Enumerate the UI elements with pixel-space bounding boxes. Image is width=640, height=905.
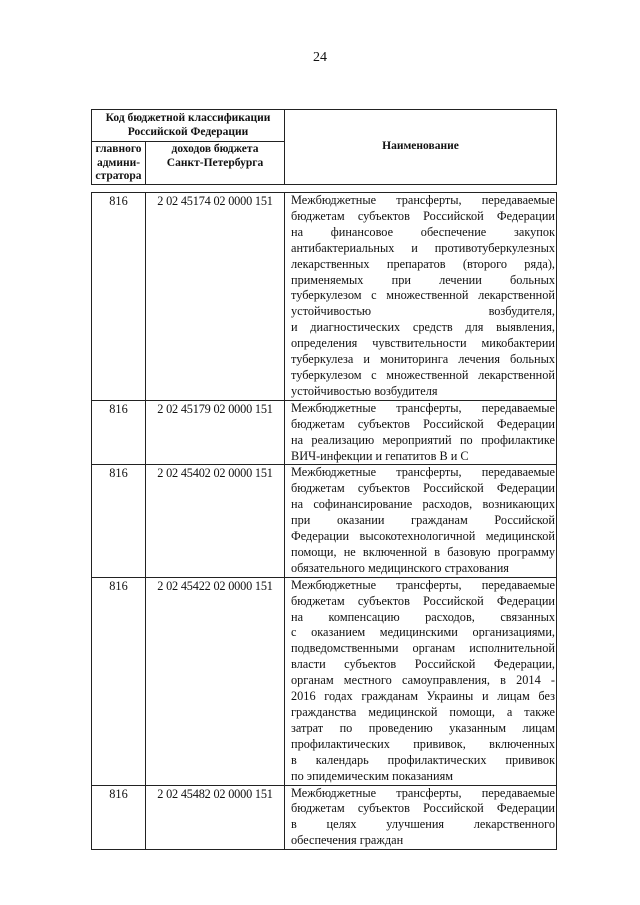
name-line: Межбюджетные трансферты, передаваемые: [291, 785, 555, 800]
income-header-line: Санкт-Петербурга: [166, 156, 264, 169]
table-row: [92, 465, 557, 577]
name-line: на софинансирование расходов, возникающих: [291, 497, 555, 512]
name-line: с оказанием медицинскими организациями,: [291, 625, 555, 640]
page-number: 24: [313, 50, 327, 65]
name-line: бюджетам субъектов Российской Федерации: [291, 481, 555, 496]
name-line: на реализацию мероприятий по профилактике: [291, 432, 555, 447]
table-row: [92, 785, 557, 850]
name-column-header: Наименование: [285, 110, 557, 185]
name-line: помощи, не включенной в базовую программу: [291, 544, 555, 559]
name-line: обязательного медицинского страхования: [291, 560, 509, 575]
income-code-cell: 2 02 45422 02 0000 151: [146, 577, 285, 785]
name-line: гражданства медицинской помощи, а также: [291, 705, 555, 719]
name-line: Федерации высокотехнологичной медицинской: [291, 529, 555, 544]
admin-code-cell: 816: [92, 577, 146, 785]
admin-header-line: главного: [95, 143, 142, 155]
name-line: по эпидемическим показаниям: [291, 768, 454, 783]
name-line: туберкулезом с множественной лекарственной: [291, 367, 555, 382]
name-line: подведомственными органам исполнительной: [291, 641, 555, 656]
name-line: лекарственных препаратов (второго ряда),: [291, 256, 555, 271]
name-line: Межбюджетные трансферты, передаваемые: [291, 465, 555, 480]
name-line: профилактических прививок, включенных: [291, 736, 555, 751]
name-line: в календарь профилактических прививок: [291, 752, 555, 767]
name-line: туберкулеза и мониторинга лечения больных: [291, 352, 555, 367]
name-line: бюджетам субъектов Российской Федерации: [291, 416, 555, 431]
name-line: обеспечения граждан: [291, 833, 404, 848]
table-row: [92, 400, 557, 465]
classification-table: [91, 192, 557, 850]
name-line: затрат по проведению указанным лицам: [291, 720, 555, 735]
name-line: и диагностических средств для выявления,: [291, 320, 555, 335]
name-line: антибактериальных и противотуберкулезных: [291, 240, 555, 255]
table-body: [92, 193, 557, 850]
name-line: на финансовое обеспечение закупок: [291, 224, 555, 239]
name-line: Межбюджетные трансферты, передаваемые: [291, 193, 555, 207]
name-line: устойчивостью возбудителя: [291, 383, 438, 398]
name-line: бюджетам субъектов Российской Федерации: [291, 208, 555, 223]
name-line: в целях улучшения лекарственного: [291, 817, 555, 832]
admin-code-cell: 816: [92, 400, 146, 465]
income-code-cell: 2 02 45174 02 0000 151: [146, 193, 285, 401]
admin-column-header: [92, 142, 146, 185]
classification-title-line: Код бюджетной классификации: [105, 112, 271, 124]
income-code-cell: 2 02 45482 02 0000 151: [146, 785, 285, 850]
name-line: Межбюджетные трансферты, передаваемые: [291, 400, 555, 415]
name-cell: [285, 400, 557, 465]
name-line: бюджетам субъектов Российской Федерации: [291, 801, 555, 816]
name-line: устойчивостью возбудителя,: [291, 304, 555, 319]
name-line: бюджетам субъектов Российской Федерации: [291, 593, 555, 608]
income-code-cell: 2 02 45179 02 0000 151: [146, 400, 285, 465]
table-row: [92, 577, 557, 785]
classification-title-line: Российской Федерации: [127, 125, 249, 138]
name-line: при оказании гражданам Российской: [291, 513, 555, 528]
name-cell: [285, 577, 557, 785]
name-line: 2016 годах гражданам Украины и лицам без: [291, 689, 555, 704]
admin-header-line: стратора: [95, 170, 142, 182]
admin-code-cell: 816: [92, 465, 146, 577]
admin-code-cell: 816: [92, 193, 146, 401]
name-cell: [285, 193, 557, 401]
name-line: власти субъектов Российской Федерации,: [291, 657, 555, 672]
income-header-line: доходов бюджета: [171, 143, 259, 155]
name-line: органам местного самоуправления, в 2014 -: [291, 673, 555, 688]
name-cell: [285, 465, 557, 577]
name-line: Межбюджетные трансферты, передаваемые: [291, 577, 555, 592]
income-code-cell: 2 02 45402 02 0000 151: [146, 465, 285, 577]
name-line: на компенсацию расходов, связанных: [291, 609, 555, 624]
name-line: туберкулезом с множественной лекарственной: [291, 288, 555, 303]
classification-title: [92, 110, 285, 142]
name-line: определения чувствительности микобактерии: [291, 336, 555, 351]
table-row: [92, 193, 557, 401]
name-line: ВИЧ-инфекции и гепатитов В и С: [291, 448, 469, 463]
name-line: применяемых при лечении больных: [291, 272, 555, 287]
admin-code-cell: 816: [92, 785, 146, 850]
income-column-header: [146, 142, 285, 185]
admin-header-line: админи-: [96, 156, 141, 169]
table-header: [91, 109, 557, 185]
name-cell: [285, 785, 557, 850]
